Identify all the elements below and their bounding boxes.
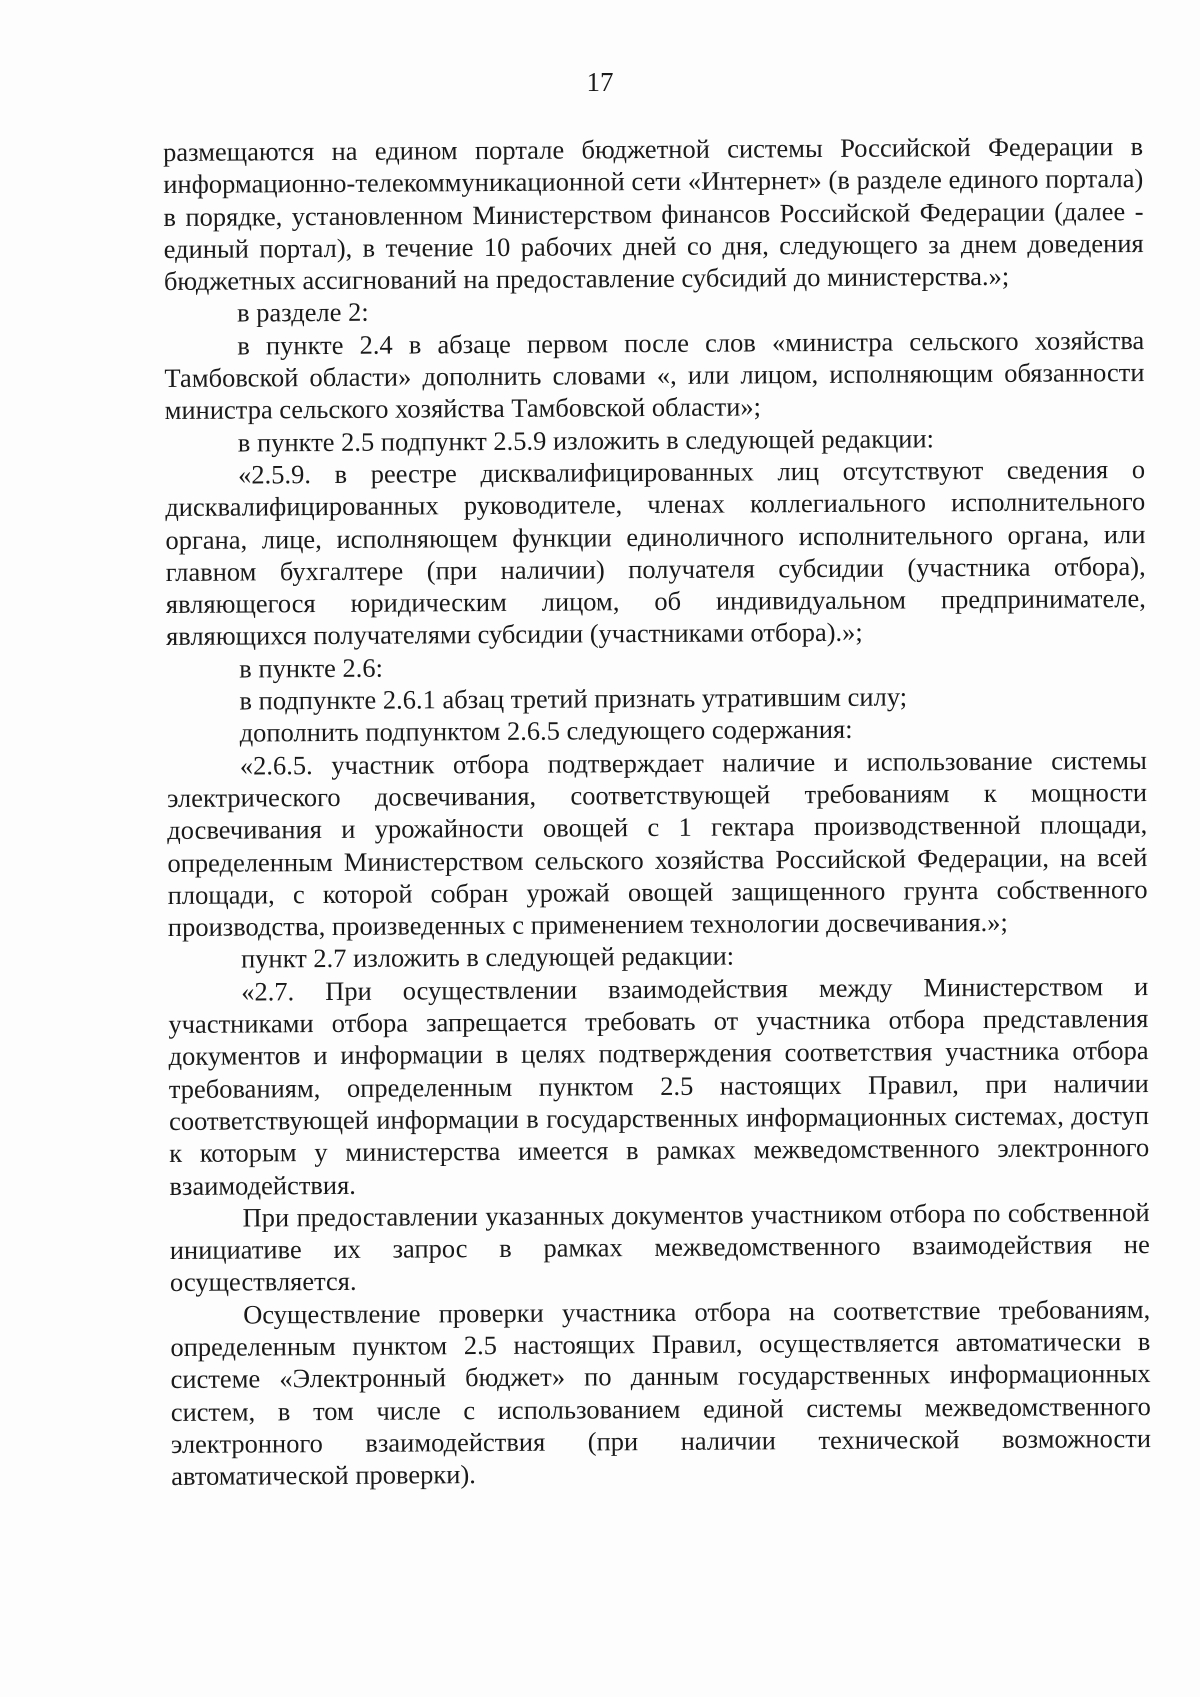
page-number: 17 [586,67,614,97]
paragraph-subpoint-2-5-9: «2.5.9. в реестре дисквалифицированных лиц отсутствуют сведения о дисквалифицированных руководителе, членах коллегиального исполнительного органа, лице, исполняющем функции единоличного исполнительного органа, или главном бухгалтере (при наличии) получателя субсидии (участника отбора), являющегося юридическим лицом, об индивидуальном предпринимателе, являющихся получателями субсидии (участниками отбора).»; [165,453,1146,652]
paragraph-point-2-7: «2.7. При осуществлении взаимодействия между Министерством и участниками отбора запрещается требовать от участника отбора представления документов и информации в целях подтверждения соответствия участника отбора требованиям, определенным пунктом 2.5 настоящих Правил, при наличии соответствующей информации в государственных информационных системах, доступ к которым у министерства имеется в рамках межведомственного электронного взаимодействия. [168,970,1150,1201]
paragraph-section-2: в разделе 2: [236,297,369,329]
paragraph-point-2-4: в пункте 2.4 в абзаце первом после слов «министра сельского хозяйства Тамбовской области» дополнить словами «, или лицом, исполняющим обязанности министра сельского хозяйства Тамбовской области»; [164,324,1145,426]
document-body [163,130,1151,1492]
paragraph-own-initiative: При предоставлении указанных документов участником отбора по собственной инициативе их запрос в рамках межведомственного взаимодействия не осуществляется. [169,1196,1150,1298]
paragraph-point-2-5: в пункте 2.5 подпункт 2.5.9 изложить в следующей редакции: [237,422,935,458]
paragraph-point-2-7-intro: пункт 2.7 изложить в следующей редакции: [240,940,735,974]
paragraph-automatic-check: Осуществление проверки участника отбора на соответствие требованиям, определенным пунктом 2.5 настоящих Правил, осуществляется автоматически в системе «Электронный бюджет» по данным государственных информационных систем, в том числе с использованием единой системы межведомственного электронного взаимодействия (при наличии технической возможности автоматической проверки). [170,1293,1152,1492]
paragraph-point-2-6: в пункте 2.6: [239,652,384,684]
paragraph-continuation: размещаются на едином портале бюджетной системы Российской Федерации в информационно-телекоммуникационной сети «Интернет» (в разделе единого портала) в порядке, установленном Министерством финансов Российской Федерации (далее - единый портал), в течение 10 рабочих дней со дня, следующего за днем доведения бюджетных ассигнований на предоставление субсидий до министерства.»; [163,131,1144,297]
paragraph-subpoint-2-6-1: в подпункте 2.6.1 абзац третий признать утратившим силу; [239,681,908,716]
paragraph-subpoint-2-6-5: «2.6.5. участник отбора подтверждает наличие и использование системы электрического досвечивания, соответствующей требованиям к мощности досвечивания и урожайности овощей с 1 гектара производственной площади, определенным Министерством сельского хозяйства Российской Федерации, на всей площади, с которой собран урожай овощей защищенного грунта собственного производства, произведенных с применением технологии досвечивания.»; [166,744,1148,943]
paragraph-add-2-6-5: дополнить подпунктом 2.6.5 следующего содержания: [239,714,853,748]
